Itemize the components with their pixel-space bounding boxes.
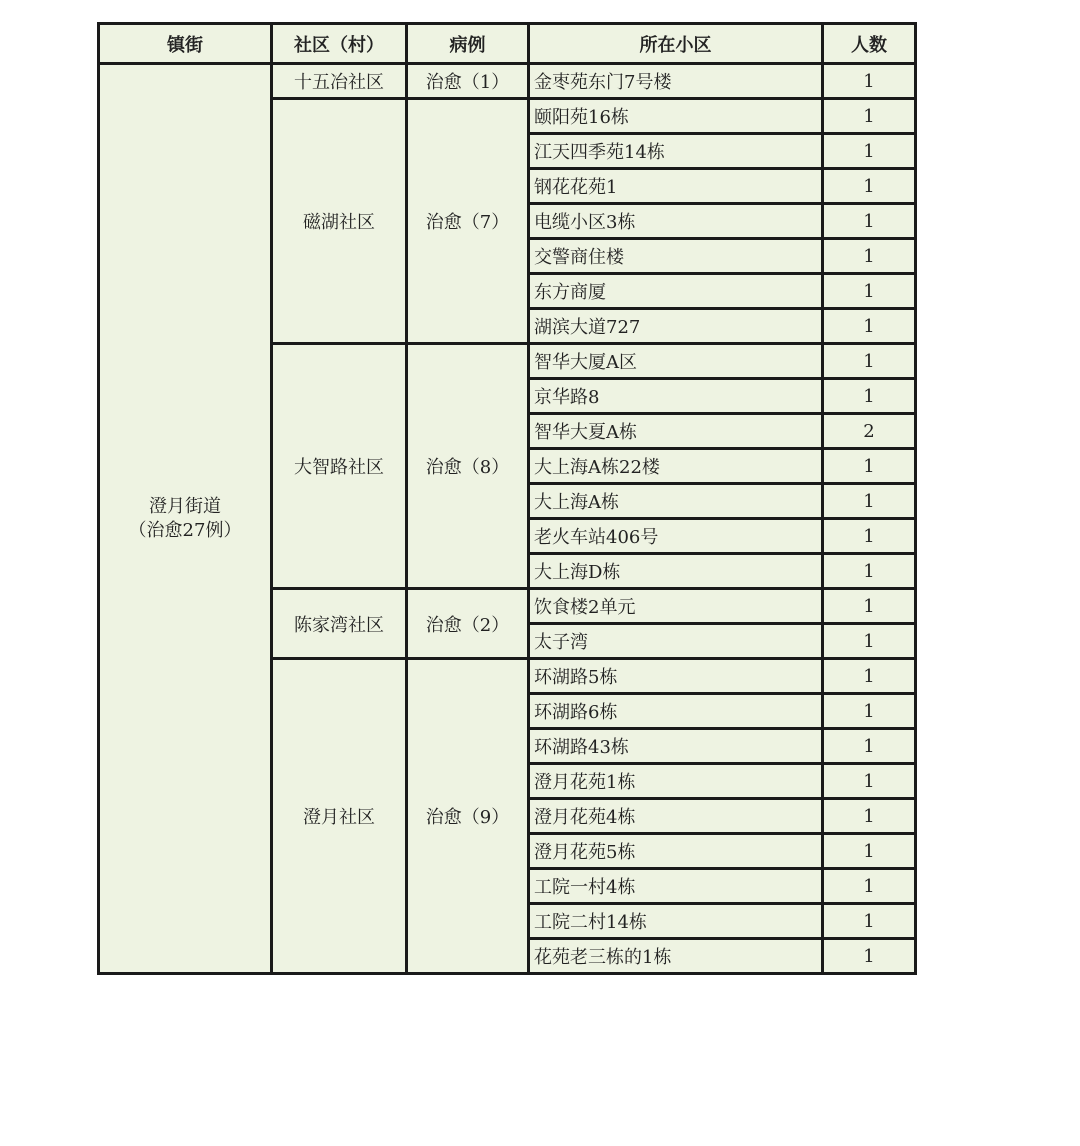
case-table-container xyxy=(97,22,917,975)
residence-cell: 金枣苑东门7号楼 xyxy=(529,64,823,99)
residence-cell: 澄月花苑1栋 xyxy=(529,764,823,799)
community-cases: 治愈（1） xyxy=(407,64,529,99)
community-cases: 治愈（9） xyxy=(407,659,529,974)
residence-cell: 工院一村4栋 xyxy=(529,869,823,904)
residence-cell: 钢花花苑1 xyxy=(529,169,823,204)
count-cell: 1 xyxy=(823,589,916,624)
residence-cell: 湖滨大道727 xyxy=(529,309,823,344)
residence-cell: 太子湾 xyxy=(529,624,823,659)
count-cell: 1 xyxy=(823,904,916,939)
count-cell: 1 xyxy=(823,869,916,904)
count-cell: 1 xyxy=(823,799,916,834)
community-name: 十五冶社区 xyxy=(272,64,407,99)
count-cell: 1 xyxy=(823,204,916,239)
count-cell: 1 xyxy=(823,64,916,99)
residence-cell: 江天四季苑14栋 xyxy=(529,134,823,169)
community-name: 磁湖社区 xyxy=(272,99,407,344)
table-row xyxy=(99,64,916,99)
residence-cell: 澄月花苑4栋 xyxy=(529,799,823,834)
residence-cell: 饮食楼2单元 xyxy=(529,589,823,624)
residence-cell: 大上海A栋 xyxy=(529,484,823,519)
count-cell: 1 xyxy=(823,659,916,694)
residence-cell: 颐阳苑16栋 xyxy=(529,99,823,134)
community-name: 陈家湾社区 xyxy=(272,589,407,659)
community-cases: 治愈（8） xyxy=(407,344,529,589)
residence-cell: 环湖路6栋 xyxy=(529,694,823,729)
count-cell: 1 xyxy=(823,379,916,414)
street-cell xyxy=(99,64,272,974)
residence-cell: 电缆小区3栋 xyxy=(529,204,823,239)
residence-cell: 交警商住楼 xyxy=(529,239,823,274)
residence-cell: 智华大厦A区 xyxy=(529,344,823,379)
community-cases: 治愈（2） xyxy=(407,589,529,659)
count-cell: 1 xyxy=(823,624,916,659)
community-name: 大智路社区 xyxy=(272,344,407,589)
residence-cell: 环湖路43栋 xyxy=(529,729,823,764)
residence-cell: 工院二村14栋 xyxy=(529,904,823,939)
count-cell: 1 xyxy=(823,169,916,204)
count-cell: 1 xyxy=(823,519,916,554)
header-row xyxy=(99,24,916,64)
count-cell: 1 xyxy=(823,484,916,519)
residence-cell: 老火车站406号 xyxy=(529,519,823,554)
count-cell: 1 xyxy=(823,764,916,799)
count-cell: 2 xyxy=(823,414,916,449)
count-cell: 1 xyxy=(823,344,916,379)
count-cell: 1 xyxy=(823,939,916,974)
street-name: 澄月街道 xyxy=(149,495,221,517)
count-cell: 1 xyxy=(823,694,916,729)
community-cases: 治愈（7） xyxy=(407,99,529,344)
header-street: 镇街 xyxy=(99,24,272,64)
header-community: 社区（村） xyxy=(272,24,407,64)
residence-cell: 智华大夏A栋 xyxy=(529,414,823,449)
count-cell: 1 xyxy=(823,239,916,274)
count-cell: 1 xyxy=(823,274,916,309)
residence-cell: 大上海A栋22楼 xyxy=(529,449,823,484)
count-cell: 1 xyxy=(823,834,916,869)
community-name: 澄月社区 xyxy=(272,659,407,974)
residence-cell: 东方商厦 xyxy=(529,274,823,309)
residence-cell: 大上海D栋 xyxy=(529,554,823,589)
residence-cell: 环湖路5栋 xyxy=(529,659,823,694)
count-cell: 1 xyxy=(823,99,916,134)
street-note: （治愈27例） xyxy=(128,519,242,541)
header-cases: 病例 xyxy=(407,24,529,64)
count-cell: 1 xyxy=(823,554,916,589)
count-cell: 1 xyxy=(823,449,916,484)
header-count: 人数 xyxy=(823,24,916,64)
residence-cell: 澄月花苑5栋 xyxy=(529,834,823,869)
count-cell: 1 xyxy=(823,729,916,764)
residence-cell: 花苑老三栋的1栋 xyxy=(529,939,823,974)
header-residence: 所在小区 xyxy=(529,24,823,64)
residence-cell: 京华路8 xyxy=(529,379,823,414)
count-cell: 1 xyxy=(823,134,916,169)
case-table xyxy=(97,22,917,975)
count-cell: 1 xyxy=(823,309,916,344)
